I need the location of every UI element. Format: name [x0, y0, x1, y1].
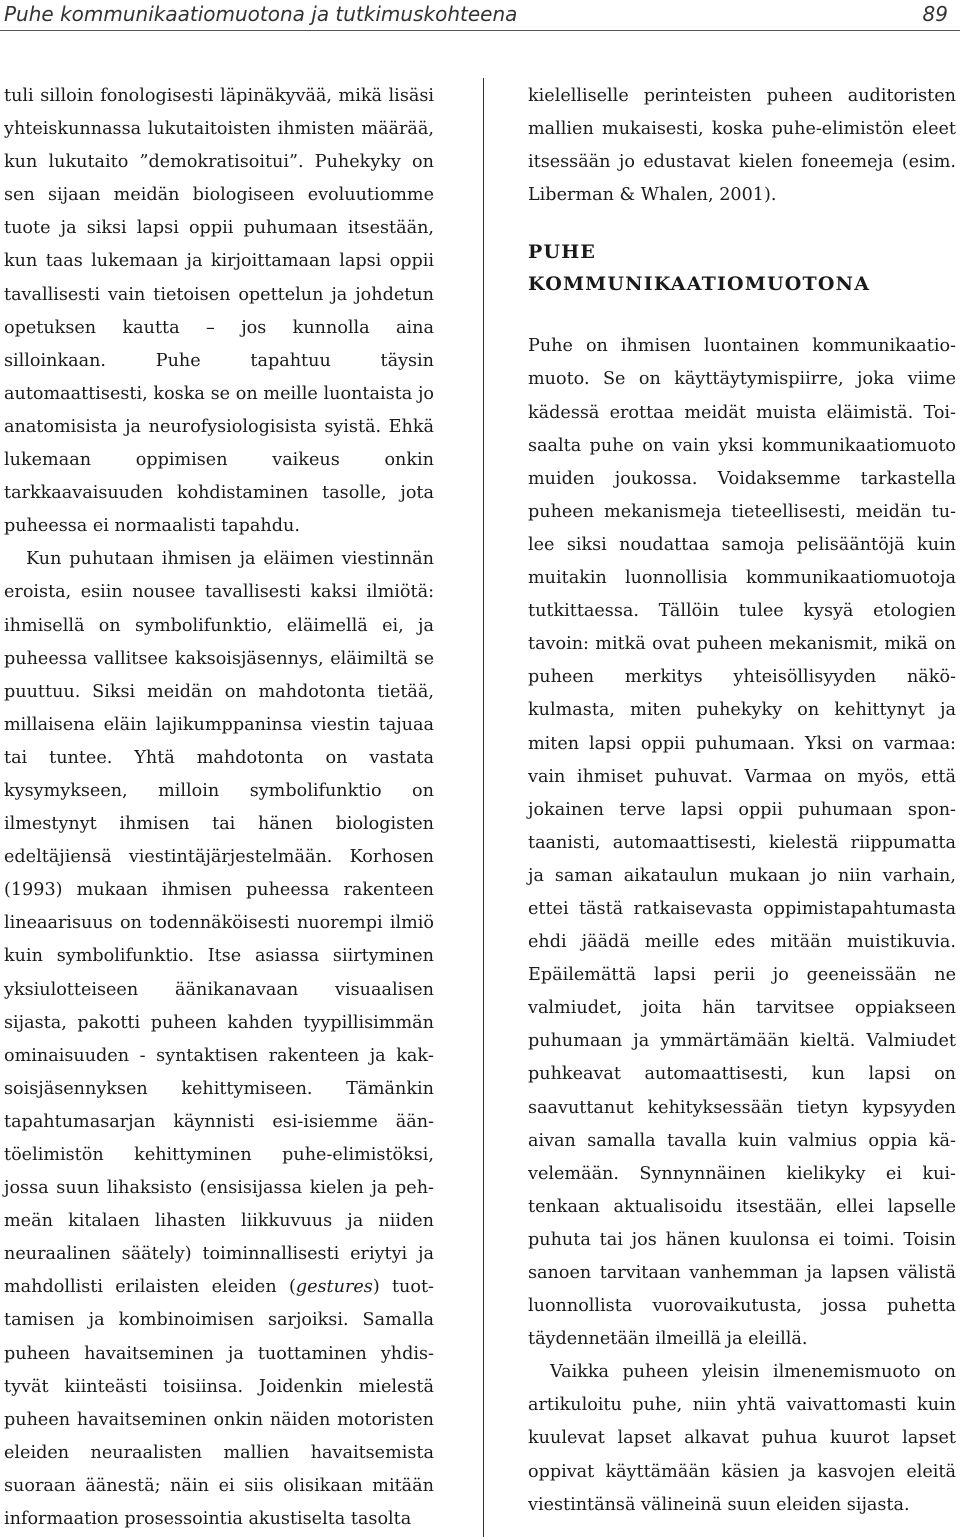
left-column [4, 80, 434, 1536]
paragraph-text: Puhe on ihmisen luontainen kommunikaatiomuoto. Se on käyttäytymispiirre, joka viime kädessä erottaa meidät muista eläimistä. Toisaalta puhe on vain yksi kommunikaatiomuoto muiden joukossa. Voidaksemme tarkastella puheen mekanismeja tieteellisesti, meidän tulee siksi noudattaa samoja pelisääntöjä kuin muitakin luonnollisia kommunikaatiomuotoja tutkittaessa. Tällöin tulee kysyä etologien tavoin: mitkä ovat puheen mekanismit, mikä on puheen merkitys yhteisöllisyyden näkökulmasta, miten puhekyky on kehittynyt ja miten lapsi oppii puhumaan. Yksi on varmaa: vain ihmiset puhuvat. Varmaa on myös, että jokainen terve lapsi oppii puhumaan spontaanisti, automaattisesti, kielestä riippumatta ja saman aikataulun mukaan jo niin varhain, ettei tästä ratkaisevasta oppimistapahtumasta ehdi jäädä meille edes mitään muistikuvia. Epäilemättä lapsi perii jo geeneissään ne valmiudet, joita hän tarvitsee oppiakseen puhumaan ja ymmärtämään kieltä. Valmiudet puhkeavat automaattisesti, kun lapsi on saavuttanut kehityksessään tietyn kypsyyden aivan samalla tavalla kuin valmius oppia kävelemään. Synnynnäinen kielikyky ei kuitenkaan aktualisoidu itsestään, ellei lapselle puhuta tai jos hänen kuulonsa ei toimi. Toisin sanoen tarvitaan vanhemman ja lapsen välistä luonnollista vuorovaikutusta, jossa puhetta täydennetään ilmeillä ja eleillä. [528, 336, 956, 1350]
paragraph-text: Kun puhutaan ihmisen ja eläimen viestinnän eroista, esiin nousee tavallisesti kaksi ilmiötä: ihmisellä on symbolifunktio, eläimellä ei, ja puheessa vallitsee kaksoisjäsennys, eläimiltä se puuttuu. Siksi meidän on mahdotonta tietää, millaisena eläin lajikumppaninsa viestin tajuaa tai tuntee. Yhtä mahdotonta on vastata kysymykseen, milloin symbolifunktio on ilmestynyt ihmisen tai hänen biologisten edeltäjiensä viestintäjärjestelmään. Korhosen (1993) mukaan ihmisen puheessa rakenteen lineaarisuus on todennäköisesti nuorempi ilmiö kuin symbolifunktio. Itse asiassa siirtyminen yksiulotteiseen äänikanavaan visuaalisen sijasta, pakotti puheen kahden tyypillisimmän ominaisuuden - syntaktisen rakenteen ja kaksoisjäsennyksen kehittymiseen. Tämänkin tapahtumasarjan käynnisti esi-isiemme ääntöelimistön kehittyminen puhe-elimistöksi, jossa suun lihaksisto (ensisijassa kielen ja pehmeän kitalaen lihasten liikkuvuus ja niiden neuraalinen säätely) toiminnallisesti eriytyi ja mahdollisti erilaisten eleiden ( [4, 549, 434, 1298]
paragraph [528, 80, 956, 212]
section-heading [528, 236, 956, 300]
column-divider [483, 78, 484, 1537]
italic-term: gestures [295, 1277, 373, 1298]
heading-line: KOMMUNIKAATIOMUOTONA [528, 273, 871, 296]
paragraph [4, 543, 434, 1536]
paragraph-text: tuli silloin fonologisesti läpinäkyvää, mikä lisäsi yhteiskunnassa lukutaitoisten ihmisten määrää, kun lukutaito ”demokratisoitui”. Puhekyky on sen sijaan meidän biologiseen evoluutiomme tuote ja siksi lapsi oppii puhumaan itsestään, kun taas lukemaan ja kirjoittamaan lapsi oppii tavallisesti vain tietoisen opettelun ja johdetun opetuksen kautta – jos kunnolla aina silloinkaan. Puhe tapahtuu täysin automaattisesti, koska se on meille luontaista jo anatomisista ja neurofysiologisista syistä. Ehkä lukemaan oppimisen vaikeus onkin tarkkaavaisuuden kohdistaminen tasolle, jota puheessa ei normaalisti tapahdu. [4, 86, 434, 537]
paragraph-text: kielelliselle perinteisten puheen auditoristen mallien mukaisesti, koska puhe-elimistön eleet itsessään jo edustavat kielen foneemeja (esim. Liberman & Whalen, 2001). [528, 86, 956, 206]
paragraph [4, 80, 434, 543]
paragraph [528, 1356, 956, 1521]
running-title: Puhe kommunikaatiomuotona ja tutkimuskohteena [4, 2, 518, 26]
right-column [528, 80, 956, 1522]
paragraph-text: ) tuottamisen ja kombinoimisen sarjoiksi. Samalla puheen havaitseminen ja tuottaminen yhdistyvät kiinteästi toisiinsa. Joidenkin mielestä puheen havaitseminen onkin näiden motoristen eleiden neuraalisten mallien havaitsemista suoraan äänestä; näin ei siis olisikaan mitään informaation prosessointia akustiselta tasolta [4, 1277, 434, 1530]
page-number: 89 [922, 2, 948, 26]
paragraph [528, 330, 956, 1356]
page-header [0, 0, 960, 31]
heading-line: PUHE [528, 241, 597, 264]
paragraph-text: Vaikka puheen yleisin ilmenemismuoto on artikuloitu puhe, niin yhtä vaivattomasti kuin kuulevat lapset alkavat puhua kuurot lapset oppivat käyttämään käsien ja kasvojen eleitä viestintänsä välineinä suun eleiden sijasta. [528, 1362, 956, 1515]
